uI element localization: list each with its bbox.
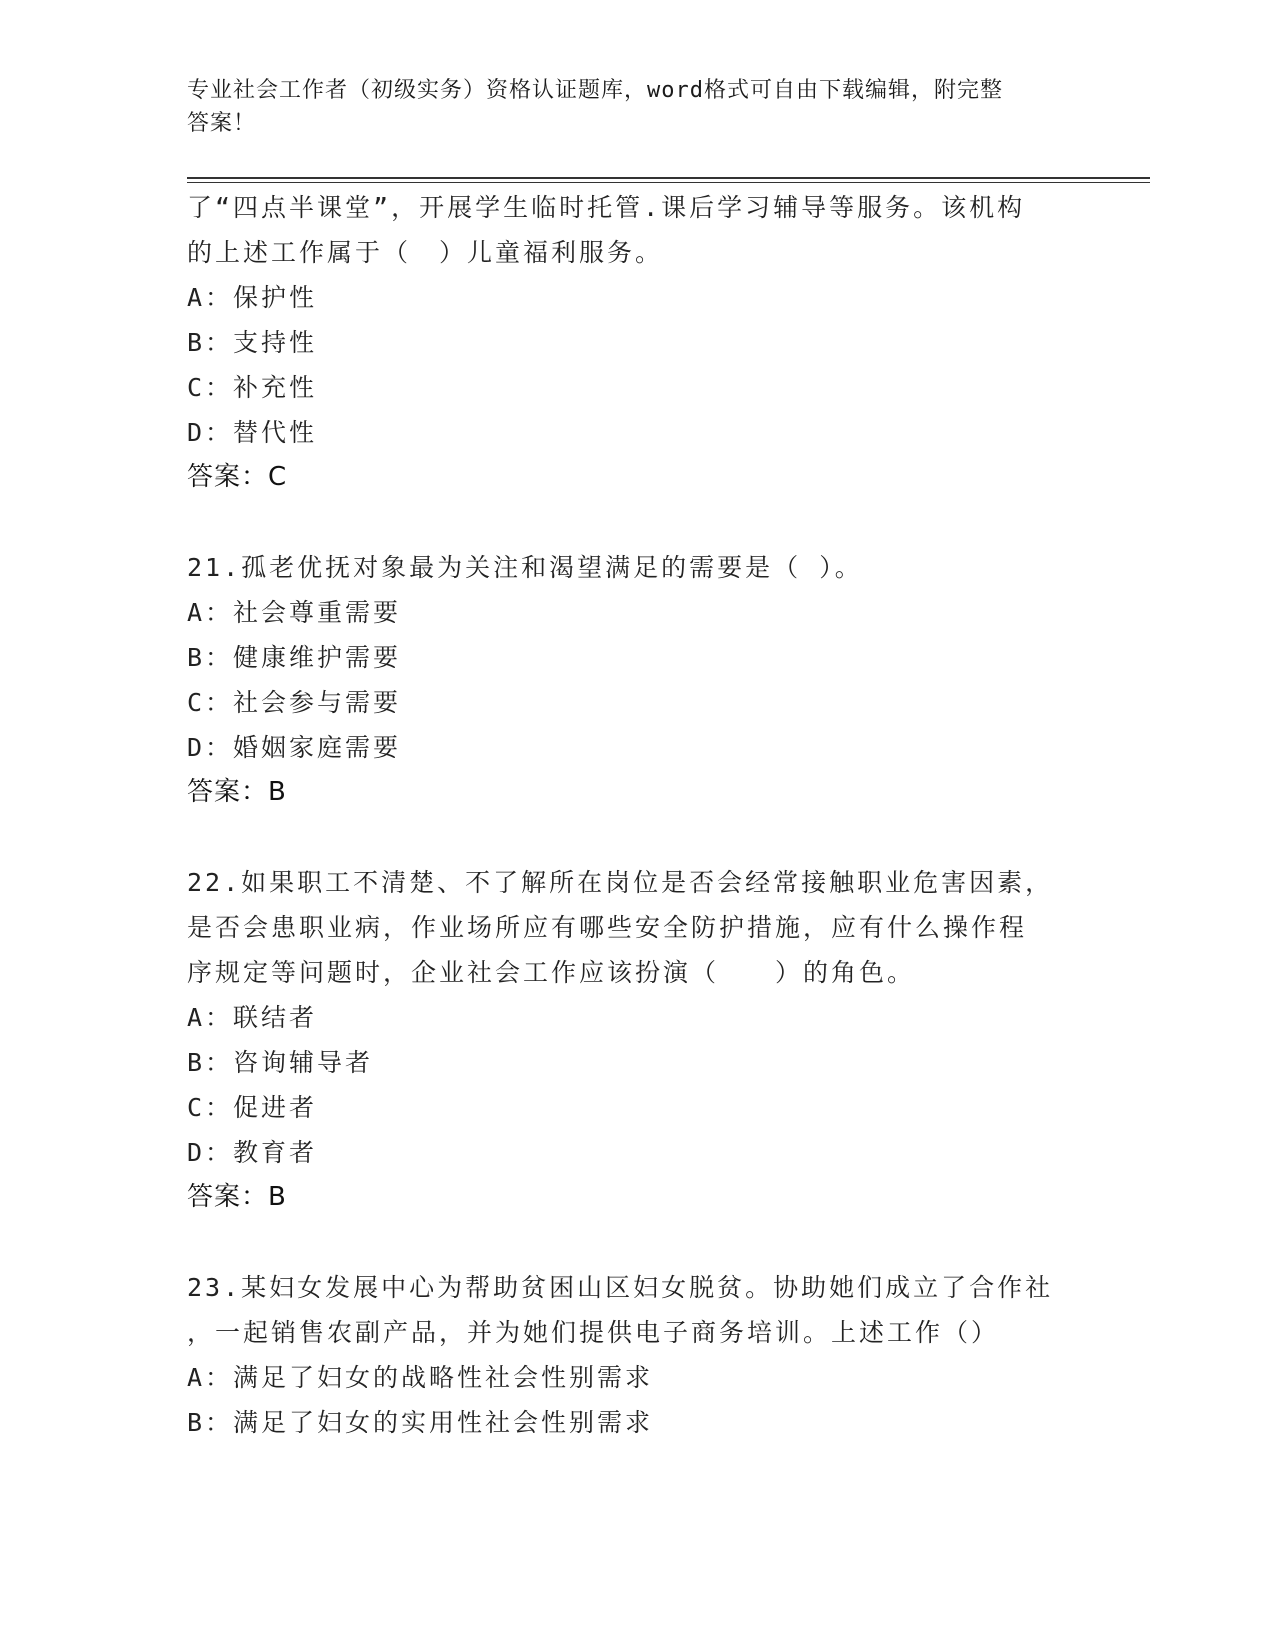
answer-line: 答案：C — [187, 462, 288, 492]
question-stem-line: ，一起销售农副产品，并为她们提供电子商务培训。上述工作（） — [187, 1318, 1000, 1347]
question-stem-line: 21.孤老优抚对象最为关注和渴望满足的需要是（ ）。 — [187, 553, 863, 582]
question-content — [187, 185, 1087, 1445]
option-d: D：教育者 — [187, 1138, 318, 1167]
question-stem-line: 了“四点半课堂”，开展学生临时托管.课后学习辅导等服务。该机构 — [187, 193, 1026, 222]
question-stem-line: 序规定等问题时，企业社会工作应该扮演（ ）的角色。 — [187, 958, 916, 987]
question-21 — [187, 545, 1087, 815]
answer-line: 答案：B — [187, 777, 287, 807]
option-a: A：保护性 — [187, 283, 318, 312]
header-divider-thin — [187, 182, 1150, 183]
option-b: B：健康维护需要 — [187, 643, 402, 672]
option-d: D：婚姻家庭需要 — [187, 733, 402, 762]
answer-line: 答案：B — [187, 1182, 287, 1212]
question-22 — [187, 860, 1087, 1220]
option-a: A：联结者 — [187, 1003, 318, 1032]
spacer — [187, 1220, 1087, 1265]
option-c: C：社会参与需要 — [187, 688, 402, 717]
option-b: B：满足了妇女的实用性社会性别需求 — [187, 1408, 654, 1437]
question-20 — [187, 185, 1087, 500]
option-b: B：支持性 — [187, 328, 318, 357]
option-c: C：促进者 — [187, 1093, 318, 1122]
question-stem-line: 23.某妇女发展中心为帮助贫困山区妇女脱贫。协助她们成立了合作社 — [187, 1273, 1054, 1302]
option-b: B：咨询辅导者 — [187, 1048, 374, 1077]
header-divider-thick — [187, 177, 1150, 179]
question-stem-line: 22.如果职工不清楚、不了解所在岗位是否会经常接触职业危害因素， — [187, 868, 1054, 897]
option-d: D：替代性 — [187, 418, 318, 447]
question-stem-line: 的上述工作属于（ ）儿童福利服务。 — [187, 238, 664, 267]
spacer — [187, 500, 1087, 545]
option-c: C：补充性 — [187, 373, 318, 402]
header-line-1: 专业社会工作者（初级实务）资格认证题库，word格式可自由下载编辑，附完整 — [187, 78, 1003, 103]
header-line-2: 答案！ — [187, 111, 257, 136]
question-stem-line: 是否会患职业病，作业场所应有哪些安全防护措施，应有什么操作程 — [187, 913, 1028, 942]
page-header — [187, 74, 1067, 140]
spacer — [187, 815, 1087, 860]
option-a: A：社会尊重需要 — [187, 598, 402, 627]
question-23 — [187, 1265, 1087, 1445]
option-a: A：满足了妇女的战略性社会性别需求 — [187, 1363, 654, 1392]
